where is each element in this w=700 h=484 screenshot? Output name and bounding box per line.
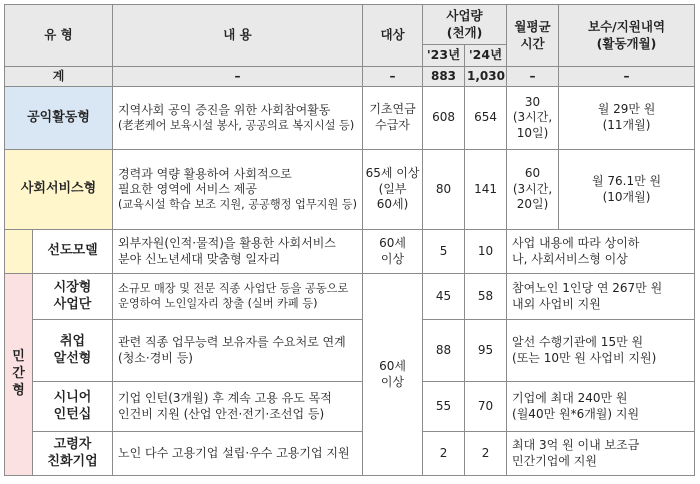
senior-job-program-table (4, 4, 695, 476)
total-y23: 883 (423, 67, 465, 87)
public-pay-line1: 월 29만 원 (597, 102, 656, 117)
employment-content-line2: (청소·경비 등) (118, 350, 193, 365)
public-pay-line2: (11개월) (602, 118, 651, 132)
total-target: – (363, 67, 423, 87)
market-y24: 58 (465, 274, 507, 320)
market-content-line2: 운영하여 노인일자리 창출 (실버 카페 등) (118, 296, 318, 310)
public-pay (559, 87, 695, 150)
pilot-indent (5, 230, 33, 274)
employment-y24: 95 (465, 320, 507, 382)
program-table-wrapper (4, 4, 695, 476)
private-label-char1: 민 (12, 349, 25, 365)
public-content-line2: (老老케어 보육시설 봉사, 공공의료 복지시설 등) (118, 118, 355, 132)
social-monthly-line3: 20일) (516, 197, 549, 212)
intern-row (5, 382, 695, 432)
public-target (363, 87, 423, 150)
intern-label (33, 382, 113, 432)
intern-content-line2: 인건비 지원 (산업 안전·전기·조선업 등) (118, 406, 325, 421)
friendly-pay-line2: 민간기업에 지원 (512, 453, 597, 468)
market-label-line2: 사업단 (53, 296, 92, 312)
total-row (5, 67, 695, 87)
social-content (113, 150, 363, 230)
pilot-content-line2: 분야 신노년세대 맞춤형 일자리 (118, 251, 281, 266)
public-label: 공익활동형 (5, 87, 113, 150)
market-label-line1: 시장형 (53, 279, 92, 295)
employment-label-line1: 취업 (59, 333, 86, 349)
header-type: 유 형 (5, 5, 113, 67)
pilot-target-line2: 이상 (380, 251, 405, 266)
employment-label-line2: 알선형 (53, 350, 92, 366)
pilot-content-line1: 외부자원(인적·물적)을 활용한 사회서비스 (118, 235, 336, 250)
pilot-pay-line2: 나, 사회서비스형 이상 (512, 251, 628, 266)
social-pay (559, 150, 695, 230)
market-content-line1: 소규모 매장 및 전문 직종 사업단 등을 공동으로 (118, 281, 349, 295)
pilot-y24: 10 (465, 230, 507, 274)
header-pay-line1: 보수/지원내역 (588, 19, 666, 35)
public-y23: 608 (423, 87, 465, 150)
employment-label (33, 320, 113, 382)
market-pay (507, 274, 695, 320)
friendly-label-line1: 고령자 (53, 436, 92, 452)
intern-content (113, 382, 363, 432)
header-year-23: '23년 (423, 45, 465, 67)
friendly-pay-line1: 최대 3억 원 이내 보조금 (512, 437, 640, 452)
social-monthly (507, 150, 559, 230)
market-pay-line2: 내외 사업비 지원 (512, 296, 601, 311)
friendly-content-line1: 노인 다수 고용기업 설립·우수 고용기업 지원 (118, 445, 350, 460)
employment-y23: 88 (423, 320, 465, 382)
header-year-24: '24년 (465, 45, 507, 67)
social-target (363, 150, 423, 230)
public-y24: 654 (465, 87, 507, 150)
market-y23: 45 (423, 274, 465, 320)
social-label: 사회서비스형 (5, 150, 113, 230)
employment-content (113, 320, 363, 382)
intern-pay (507, 382, 695, 432)
intern-y24: 70 (465, 382, 507, 432)
intern-content-line1: 기업 인턴(3개월) 후 계속 고용 유도 목적 (118, 390, 332, 405)
pilot-label: 선도모델 (33, 230, 113, 274)
header-budget-line2: (천개) (446, 24, 483, 40)
header-pay-line2: (활동개월) (596, 35, 657, 51)
pilot-content (113, 230, 363, 274)
pilot-pay-line1: 사업 내용에 따라 상이하 (512, 235, 640, 250)
social-monthly-line1: 60 (524, 166, 541, 181)
header-pay (559, 5, 695, 67)
employment-pay (507, 320, 695, 382)
intern-pay-line1: 기업에 최대 240만 원 (512, 390, 628, 405)
header-content: 내 용 (113, 5, 363, 67)
social-monthly-line2: (3시간, (512, 181, 553, 196)
pilot-target (363, 230, 423, 274)
social-pay-line1: 월 76.1만 원 (591, 173, 662, 188)
public-row (5, 87, 695, 150)
friendly-y24: 2 (465, 432, 507, 476)
header-monthly-hours (507, 5, 559, 67)
pilot-row (5, 230, 695, 274)
friendly-row (5, 432, 695, 476)
pilot-pay (507, 230, 695, 274)
public-content-line1: 지역사회 공익 증진을 위한 사회참여활동 (118, 102, 331, 117)
friendly-content (113, 432, 363, 476)
employment-pay-line1: 알선 수행기관에 15만 원 (512, 334, 644, 349)
header-monthly-line2: 시간 (520, 35, 545, 51)
social-content-line2: 필요한 영역에 서비스 제공 (118, 182, 257, 197)
social-y23: 80 (423, 150, 465, 230)
social-pay-line2: (10개월) (602, 189, 651, 204)
private-target-line2: 이상 (380, 374, 405, 389)
header-monthly-line1: 월평균 (514, 19, 551, 35)
social-target-line2: (일부 (378, 181, 407, 196)
friendly-label (33, 432, 113, 476)
pilot-target-line1: 60세 (379, 235, 406, 250)
public-target-line2: 수급자 (375, 118, 410, 132)
friendly-y23: 2 (423, 432, 465, 476)
total-y24: 1,030 (465, 67, 507, 87)
public-target-line1: 기초연금 (369, 102, 416, 117)
employment-row (5, 320, 695, 382)
private-label-char3: 형 (12, 382, 25, 398)
friendly-pay (507, 432, 695, 476)
friendly-label-line2: 친화기업 (47, 453, 98, 469)
private-target-line1: 60세 (379, 358, 406, 373)
market-content (113, 274, 363, 320)
public-monthly-line2: (3시간, (512, 110, 553, 125)
intern-label-line2: 인턴십 (53, 406, 92, 422)
private-target (363, 274, 423, 476)
public-monthly-line1: 30 (524, 94, 541, 109)
pilot-y23: 5 (423, 230, 465, 274)
header-target: 대상 (363, 5, 423, 67)
intern-pay-line2: (월40만 원*6개월) 지원 (512, 406, 640, 421)
header-budget (423, 5, 507, 45)
intern-y23: 55 (423, 382, 465, 432)
social-content-line1: 경력과 역량 활용하여 사회적으로 (118, 166, 292, 181)
employment-content-line1: 관련 직종 업무능력 보유자를 수요처로 연계 (118, 334, 346, 349)
total-monthly: – (507, 67, 559, 87)
social-row (5, 150, 695, 230)
private-label (5, 274, 33, 476)
private-label-char2: 간 (12, 366, 25, 382)
social-target-line3: 60세) (376, 197, 409, 212)
employment-pay-line2: (또는 10만 원 사업비 지원) (512, 350, 657, 365)
intern-label-line1: 시니어 (53, 389, 92, 405)
market-label (33, 274, 113, 320)
public-monthly-line3: 10일) (516, 125, 549, 140)
market-row (5, 274, 695, 320)
total-content: – (113, 67, 363, 87)
social-target-line1: 65세 이상 (365, 166, 420, 181)
public-monthly (507, 87, 559, 150)
total-pay: – (559, 67, 695, 87)
social-content-line3: (교육시설 학습 보조 지원, 공공행정 업무지원 등) (118, 197, 357, 211)
market-pay-line1: 참여노인 1인당 연 267만 원 (512, 280, 663, 295)
public-content (113, 87, 363, 150)
header-row (5, 5, 695, 45)
social-y24: 141 (465, 150, 507, 230)
total-label: 계 (5, 67, 113, 87)
header-budget-line1: 사업량 (446, 8, 483, 24)
